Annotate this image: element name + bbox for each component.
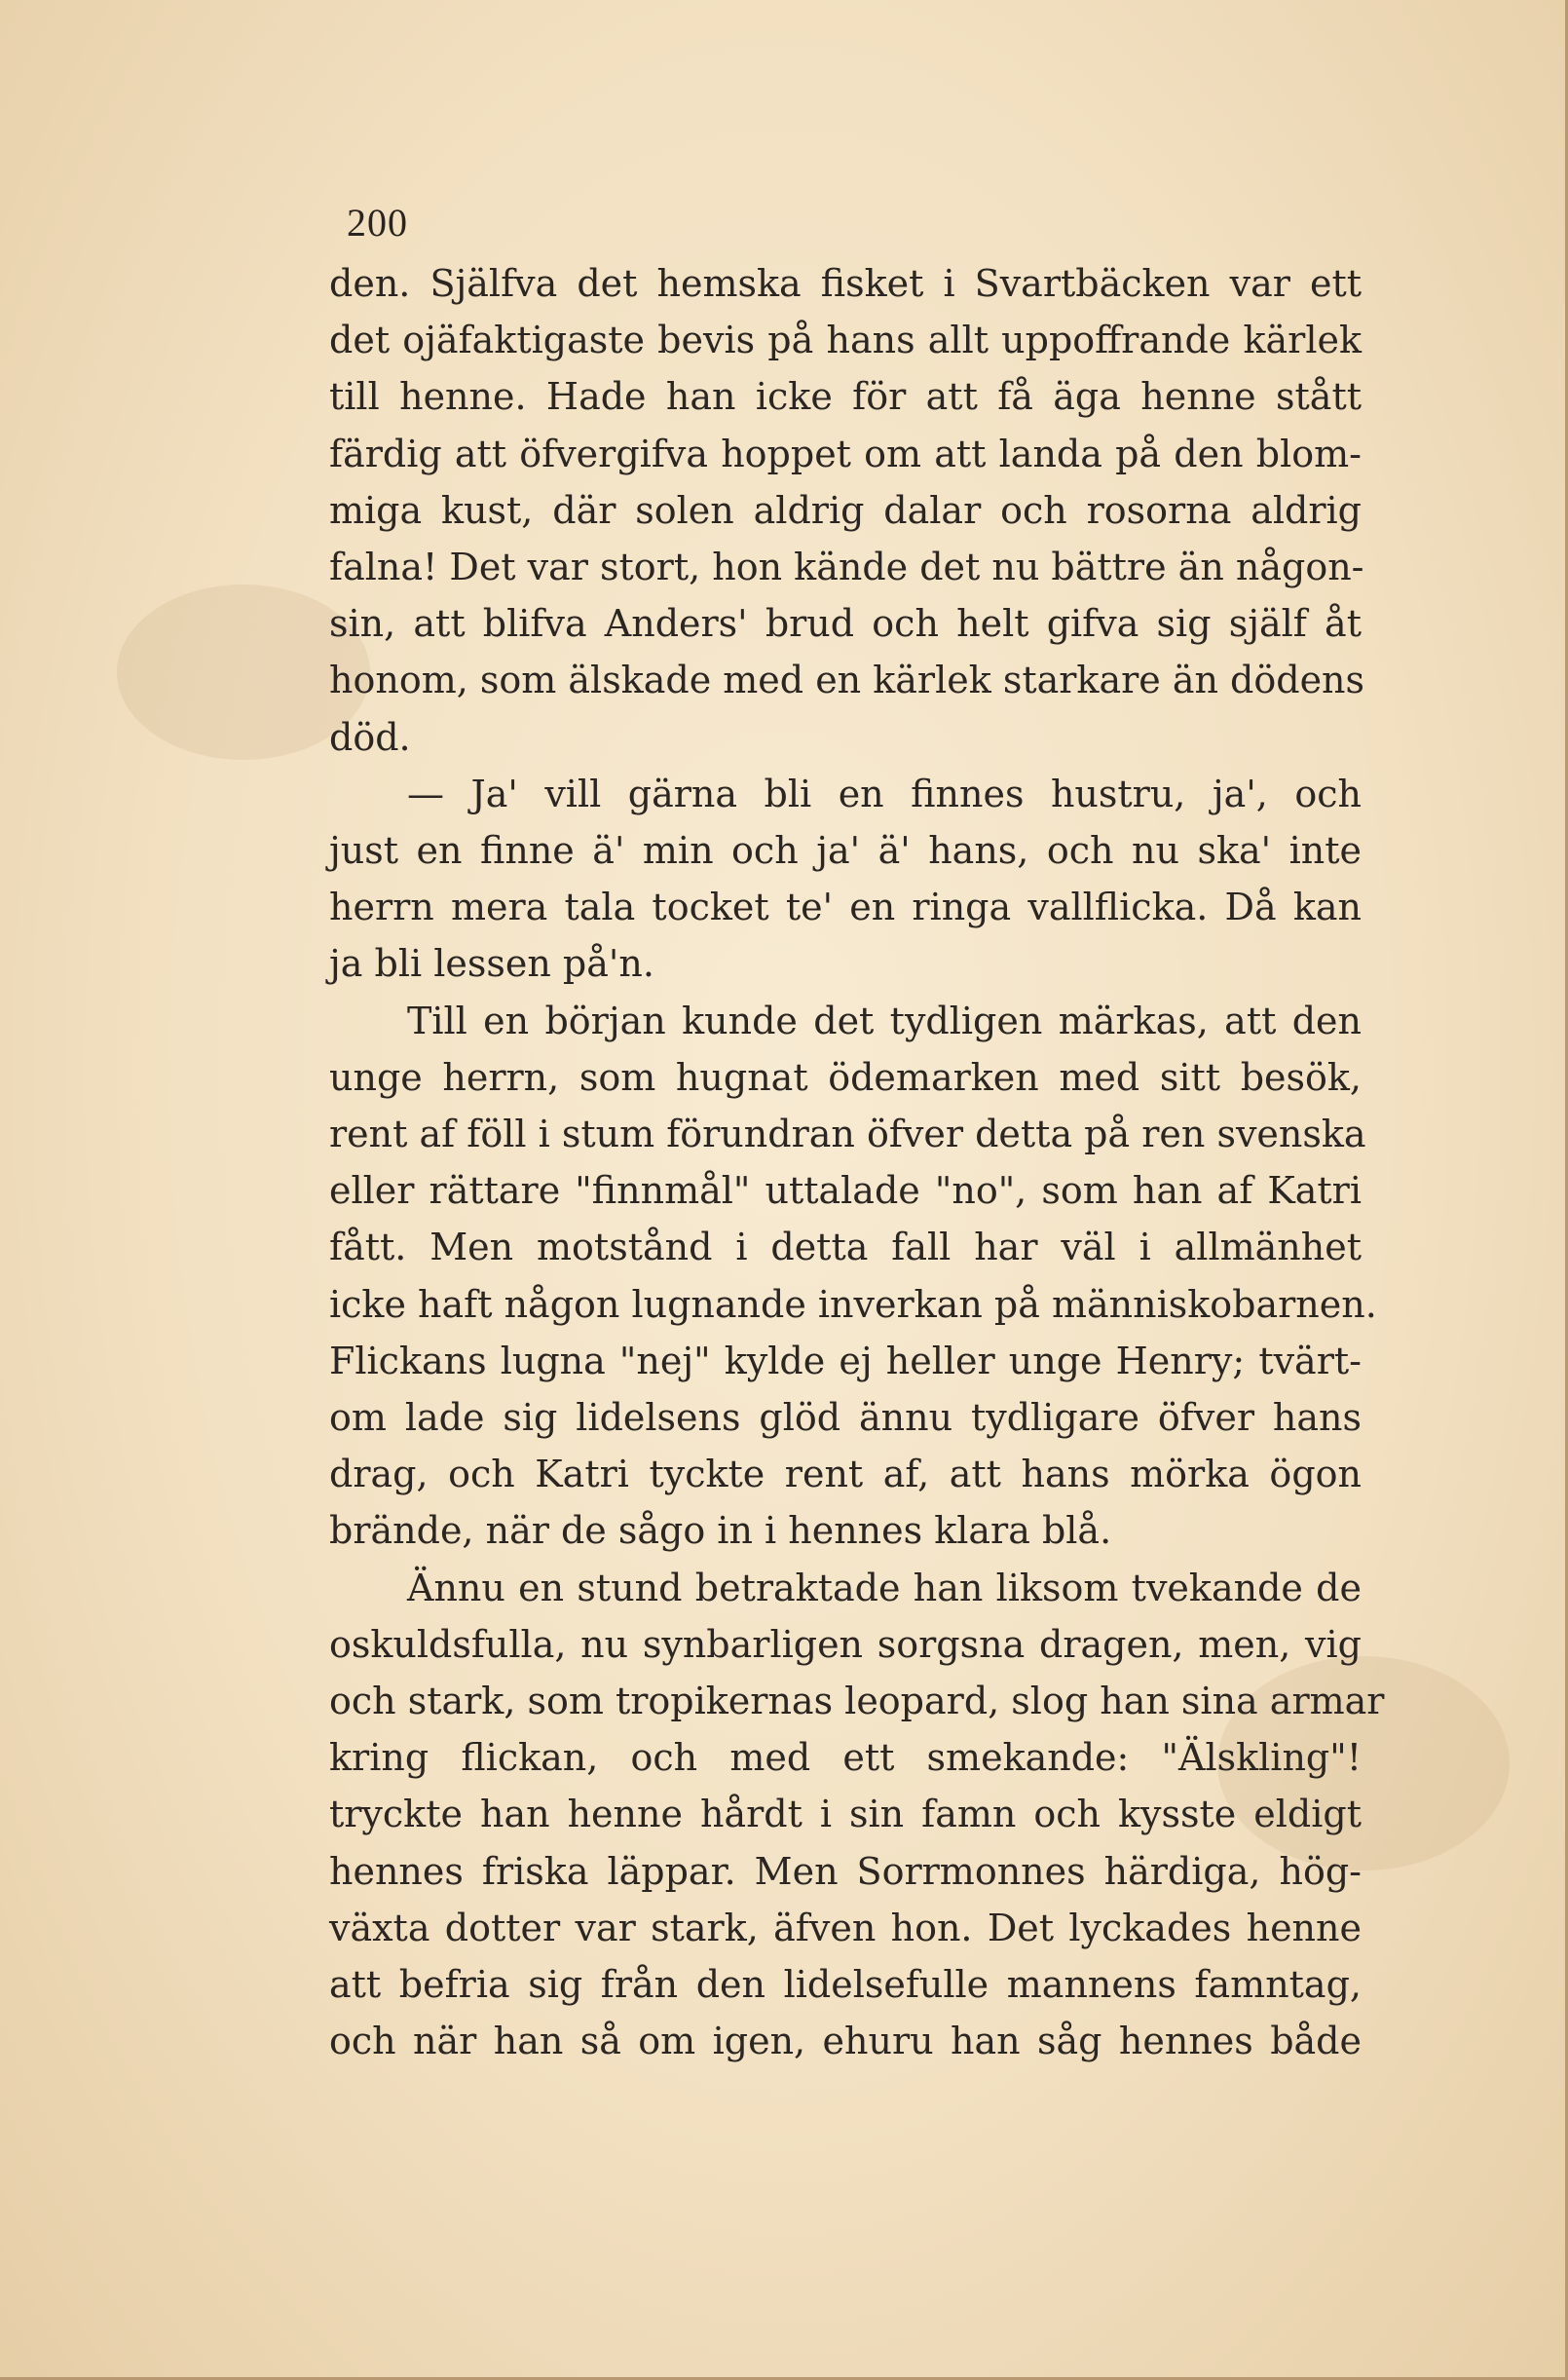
text-line: om lade sig lidelsens glöd ännu tydligare öfver hans bbox=[329, 1396, 1362, 1440]
text-line: det ojäfaktigaste bevis på hans allt uppoffrande kärlek bbox=[329, 319, 1362, 362]
text-line: oskuldsfulla, nu synbarligen sorgsna dragen, men, vig bbox=[329, 1622, 1362, 1666]
text-line: brände, när de sågo in i hennes klara blå. bbox=[329, 1509, 1112, 1553]
text-line: falna! Det var stort, hon kände det nu bättre än någon- bbox=[329, 546, 1364, 589]
text-line: drag, och Katri tyckte rent af, att hans mörka ögon bbox=[329, 1453, 1362, 1496]
text-line: att befria sig från den lidelsefulle mannens famntag, bbox=[329, 1963, 1362, 2007]
page-number: 200 bbox=[347, 201, 408, 245]
text-line: till henne. Hade han icke för att få äga henne stått bbox=[329, 375, 1362, 419]
text-line: Till en början kunde det tydligen märkas, att den bbox=[407, 999, 1362, 1042]
text-line: färdig att öfvergifva hoppet om att landa på den blom- bbox=[329, 432, 1362, 475]
text-line: död. bbox=[329, 715, 411, 759]
text-line: icke haft någon lugnande inverkan på människobarnen. bbox=[329, 1282, 1377, 1326]
text-line: just en finne ä' min och ja' ä' hans, och nu ska' inte bbox=[329, 829, 1362, 873]
text-line: unge herrn, som hugnat ödemarken med sitt besök, bbox=[329, 1055, 1362, 1099]
text-line: rent af föll i stum förundran öfver detta på ren svenska bbox=[329, 1113, 1366, 1156]
text-line: hennes friska läppar. Men Sorrmonnes härdiga, hög- bbox=[329, 1849, 1362, 1893]
text-line: tryckte han henne hårdt i sin famn och kysste eldigt bbox=[329, 1793, 1362, 1836]
text-line: eller rättare "finnmål" uttalade "no", som han af Katri bbox=[329, 1169, 1362, 1213]
text-line: herrn mera tala tocket te' en ringa vallflicka. Då kan bbox=[329, 886, 1362, 929]
text-line: den. Själfva det hemska fisket i Svartbäcken var ett bbox=[329, 262, 1362, 305]
text-line: växta dotter var stark, äfven hon. Det lyckades henne bbox=[329, 1906, 1362, 1949]
text-line: sin, att blifva Anders' brud och helt gifva sig själf åt bbox=[329, 602, 1362, 646]
text-line: Flickans lugna "nej" kylde ej heller unge Henry; tvärt- bbox=[329, 1339, 1362, 1382]
text-line: miga kust, där solen aldrig dalar och rosorna aldrig bbox=[329, 488, 1362, 532]
text-line: — Ja' vill gärna bli en finnes hustru, ja', och bbox=[407, 772, 1362, 815]
text-line: kring flickan, och med ett smekande: "Älskling"! bbox=[329, 1736, 1362, 1780]
text-line: Ännu en stund betraktade han liksom tvekande de bbox=[407, 1566, 1362, 1609]
text-line: ja bli lessen på'n. bbox=[329, 942, 654, 986]
body-text bbox=[329, 255, 1385, 2070]
text-line: honom, som älskade med en kärlek starkare än dödens bbox=[329, 659, 1365, 702]
text-line: och stark, som tropikernas leopard, slog han sina armar bbox=[329, 1680, 1385, 1723]
text-line: fått. Men motstånd i detta fall har väl i allmänhet bbox=[329, 1226, 1362, 1269]
text-line: och när han så om igen, ehuru han såg hennes både bbox=[329, 2020, 1362, 2063]
